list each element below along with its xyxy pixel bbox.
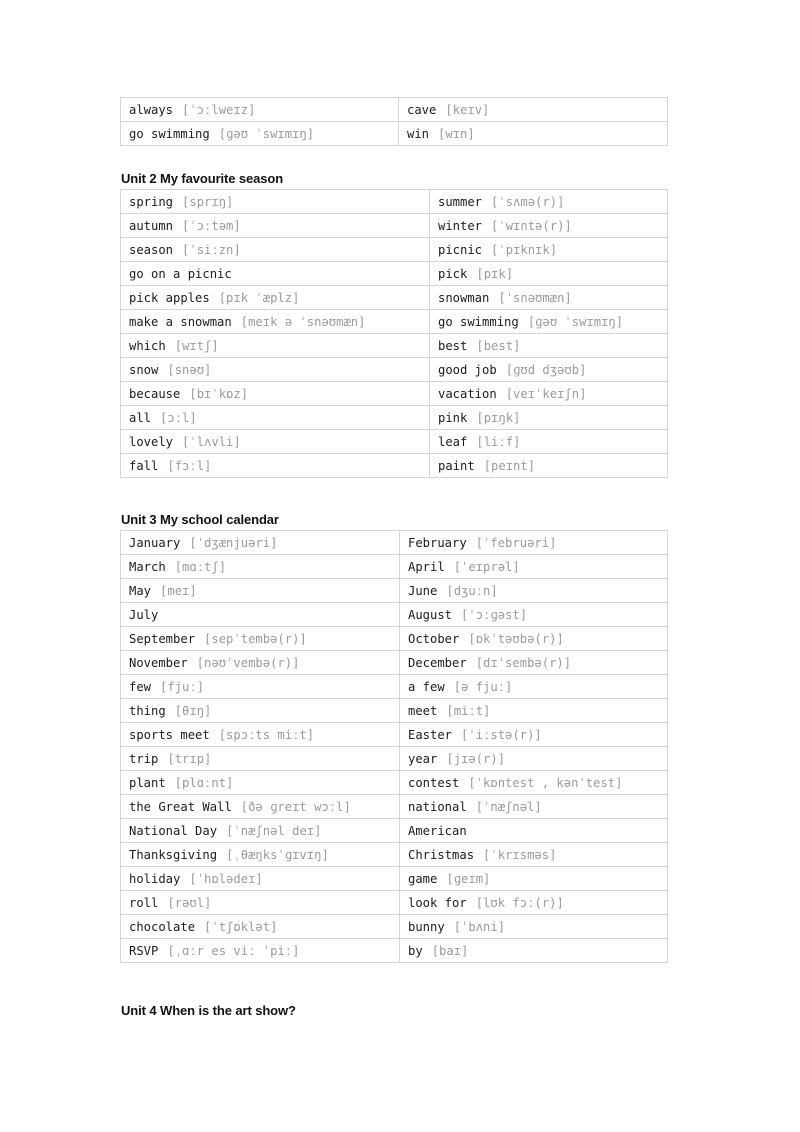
vocab-cell (400, 867, 668, 891)
vocab-phonetic: [ɡəʊ ˈswɪmɪŋ] (218, 126, 315, 141)
vocab-cell (121, 430, 430, 454)
vocab-phonetic: [plɑːnt] (174, 775, 234, 790)
vocab-phonetic: [nəʊˈvembə(r)] (196, 655, 300, 670)
vocab-word: chocolate (129, 919, 196, 934)
vocab-cell (121, 310, 430, 334)
vocab-cell (121, 579, 400, 603)
vocab-word: May (129, 583, 152, 598)
vocab-phonetic: [trɪp] (167, 751, 212, 766)
table-row (121, 843, 668, 867)
vocab-word: good job (438, 362, 497, 377)
table-row (121, 675, 668, 699)
vocab-phonetic: [ˈsiːzn] (182, 242, 241, 257)
vocab-cell (400, 675, 668, 699)
table-row (121, 358, 668, 382)
vocab-phonetic: [ˈkɒntest , kənˈtest] (468, 775, 623, 790)
vocab-word: year (408, 751, 438, 766)
vocab-cell (430, 334, 668, 358)
vocab-word: look for (408, 895, 467, 910)
vocab-word: autumn (129, 218, 174, 233)
vocab-cell (121, 98, 399, 122)
vocab-phonetic: [meɪk ə ˈsnəʊmæn] (240, 314, 366, 329)
vocab-word: picnic (438, 242, 483, 257)
vocab-cell (430, 286, 668, 310)
vocab-word: July (129, 607, 159, 622)
vocab-table-unit2 (120, 189, 668, 478)
vocab-phonetic: [dʒuːn] (446, 583, 498, 598)
vocab-phonetic: [lʊk fɔː(r)] (475, 895, 564, 910)
vocab-word: January (129, 535, 181, 550)
vocab-phonetic: [ˈlʌvli] (182, 434, 241, 449)
vocab-cell (399, 98, 668, 122)
vocab-cell (400, 939, 668, 963)
vocab-cell (400, 915, 668, 939)
table-row (121, 939, 668, 963)
vocab-word: vacation (438, 386, 497, 401)
vocab-word: pink (438, 410, 468, 425)
vocab-word: October (408, 631, 460, 646)
vocab-word: snowman (438, 290, 490, 305)
vocab-word: pick (438, 266, 468, 281)
table-row (121, 795, 668, 819)
vocab-phonetic: [ˈdʒænjuəri] (189, 535, 278, 550)
vocab-phonetic: [ˈsnəʊmæn] (498, 290, 572, 305)
vocab-cell (399, 122, 668, 146)
vocab-phonetic: [ˌɑːr es viː ˈpiː] (167, 943, 300, 958)
table-row (121, 603, 668, 627)
vocab-phonetic: [ˌθæŋksˈɡɪvɪŋ] (226, 847, 329, 862)
vocab-phonetic: [pɪŋk] (476, 410, 521, 425)
table-row (121, 406, 668, 430)
table-row (121, 262, 668, 286)
vocab-phonetic: [θɪŋ] (174, 703, 212, 718)
vocab-cell (121, 891, 400, 915)
table-row (121, 915, 668, 939)
vocab-cell (400, 627, 668, 651)
vocab-cell (400, 723, 668, 747)
vocab-cell (430, 358, 668, 382)
vocab-cell (121, 915, 400, 939)
vocab-word: bunny (408, 919, 445, 934)
vocab-word: go swimming (129, 126, 210, 141)
vocab-phonetic: [meɪ] (160, 583, 197, 598)
vocab-word: spring (129, 194, 174, 209)
table-row (121, 699, 668, 723)
vocab-word: fall (129, 458, 159, 473)
vocab-cell (121, 939, 400, 963)
vocab-phonetic: [ˈeɪprəl] (453, 559, 520, 574)
vocab-phonetic: [rəʊl] (167, 895, 212, 910)
vocab-phonetic: [ˈkrɪsməs] (483, 847, 557, 862)
table-row (121, 555, 668, 579)
vocab-cell (121, 454, 430, 478)
vocab-cell (400, 699, 668, 723)
vocab-phonetic: [ɡʊd dʒəʊb] (505, 362, 587, 377)
vocab-word: a few (408, 679, 445, 694)
unit4-heading: Unit 4 When is the art show? (121, 1003, 296, 1018)
vocab-cell (121, 286, 430, 310)
vocab-word: few (129, 679, 152, 694)
vocab-cell (121, 723, 400, 747)
vocab-phonetic: [ˈhɒlədeɪ] (189, 871, 263, 886)
table-row (121, 651, 668, 675)
vocab-word: pick apples (129, 290, 210, 305)
vocab-phonetic: [ə fjuː] (453, 679, 513, 694)
vocab-phonetic: [dɪˈsembə(r)] (475, 655, 572, 670)
vocab-cell (400, 531, 668, 555)
vocab-word: December (408, 655, 467, 670)
vocab-cell (121, 843, 400, 867)
vocab-cell (121, 238, 430, 262)
vocab-word: April (408, 559, 445, 574)
vocab-phonetic: [veɪˈkeɪʃn] (505, 386, 587, 401)
vocab-phonetic: [sepˈtembə(r)] (204, 631, 307, 646)
vocab-word: snow (129, 362, 159, 377)
vocab-word: National Day (129, 823, 218, 838)
vocab-phonetic: [pɪk ˈæplz] (218, 290, 300, 305)
vocab-word: go on a picnic (129, 266, 232, 281)
vocab-word: meet (408, 703, 438, 718)
vocab-cell (121, 262, 430, 286)
vocab-cell (121, 555, 400, 579)
vocab-phonetic: [ˈɔːlweɪz] (182, 102, 256, 117)
vocab-phonetic: [baɪ] (431, 943, 469, 958)
vocab-cell (121, 771, 400, 795)
vocab-cell (121, 795, 400, 819)
vocab-phonetic: [ˈbʌni] (453, 919, 506, 934)
vocab-cell (430, 382, 668, 406)
vocab-cell (430, 430, 668, 454)
vocab-word: summer (438, 194, 483, 209)
vocab-word: Christmas (408, 847, 475, 862)
vocab-cell (430, 406, 668, 430)
table-row (121, 627, 668, 651)
vocab-cell (121, 531, 400, 555)
table-row (121, 334, 668, 358)
vocab-word: make a snowman (129, 314, 232, 329)
table-row (121, 454, 668, 478)
table-row (121, 771, 668, 795)
vocab-cell (121, 122, 399, 146)
vocab-cell (121, 190, 430, 214)
vocab-cell (121, 675, 400, 699)
vocab-cell (400, 771, 668, 795)
vocab-word: RSVP (129, 943, 159, 958)
table-row (121, 579, 668, 603)
vocab-table-unit3 (120, 530, 668, 963)
vocab-phonetic: [ˈsʌmə(r)] (491, 194, 565, 209)
table-row (121, 190, 668, 214)
table-row (121, 98, 668, 122)
vocab-word: roll (129, 895, 159, 910)
vocab-word: trip (129, 751, 159, 766)
vocab-word: best (438, 338, 468, 353)
vocab-phonetic: [spɔːts miːt] (218, 727, 315, 742)
table-row (121, 891, 668, 915)
vocab-phonetic: [ˈnæʃnəl deɪ] (226, 823, 322, 838)
vocab-cell (121, 699, 400, 723)
vocab-phonetic: [ɔːl] (160, 410, 197, 425)
vocab-word: June (408, 583, 438, 598)
vocab-cell (121, 747, 400, 771)
vocab-cell (121, 382, 430, 406)
table-row (121, 531, 668, 555)
table-row (121, 867, 668, 891)
vocab-word: thing (129, 703, 166, 718)
vocab-phonetic: [bɪˈkɒz] (189, 386, 249, 401)
table-row (121, 310, 668, 334)
vocab-phonetic: [ˈiːstə(r)] (461, 727, 542, 742)
vocab-word: American (408, 823, 467, 838)
vocab-cell (400, 843, 668, 867)
unit2-heading: Unit 2 My favourite season (121, 171, 284, 186)
vocab-word: Easter (408, 727, 453, 742)
vocab-cell (400, 795, 668, 819)
table-row (121, 747, 668, 771)
vocab-word: because (129, 386, 181, 401)
vocab-phonetic: [mɑːtʃ] (174, 559, 227, 574)
vocab-cell (430, 262, 668, 286)
vocab-cell (400, 555, 668, 579)
vocab-phonetic: [ɒkˈtəʊbə(r)] (468, 631, 564, 646)
vocab-word: paint (438, 458, 475, 473)
vocab-phonetic: [ɡeɪm] (446, 871, 491, 886)
vocab-cell (121, 406, 430, 430)
table-row (121, 122, 668, 146)
vocab-phonetic: [ɡəʊ ˈswɪmɪŋ] (527, 314, 624, 329)
vocab-word: all (129, 410, 152, 425)
vocab-cell (400, 651, 668, 675)
vocab-word: go swimming (438, 314, 519, 329)
vocab-cell (400, 603, 668, 627)
vocab-phonetic: [snəʊ] (167, 362, 212, 377)
vocab-word: March (129, 559, 166, 574)
vocab-cell (121, 627, 400, 651)
vocab-phonetic: [ˈɔːtəm] (182, 218, 241, 233)
vocab-word: February (408, 535, 467, 550)
vocab-cell (400, 747, 668, 771)
vocab-phonetic: [ˈɔːɡəst] (461, 607, 528, 622)
vocab-phonetic: [ˈtʃɒklət] (204, 919, 278, 934)
vocab-phonetic: [wɪn] (438, 126, 475, 141)
table-row (121, 430, 668, 454)
vocab-phonetic: [ˈfebruəri] (475, 535, 557, 550)
vocab-phonetic: [sprɪŋ] (182, 194, 234, 209)
vocab-word: game (408, 871, 438, 886)
vocab-word: win (407, 126, 430, 141)
vocab-cell (121, 867, 400, 891)
unit3-heading: Unit 3 My school calendar (121, 512, 279, 527)
vocab-cell (121, 214, 430, 238)
vocab-cell (400, 579, 668, 603)
vocab-cell (121, 651, 400, 675)
vocab-phonetic: [fjuː] (160, 679, 205, 694)
vocab-word: by (408, 943, 423, 958)
vocab-cell (121, 358, 430, 382)
vocab-phonetic: [peɪnt] (483, 458, 536, 473)
vocab-cell (430, 310, 668, 334)
vocab-cell (430, 214, 668, 238)
table-row (121, 382, 668, 406)
vocab-word: national (408, 799, 467, 814)
vocab-cell (121, 603, 400, 627)
vocab-phonetic: [keɪv] (445, 102, 490, 117)
vocab-phonetic: [jɪə(r)] (446, 751, 506, 766)
vocab-cell (400, 819, 668, 843)
vocab-phonetic: [liːf] (476, 434, 521, 449)
vocab-word: always (129, 102, 174, 117)
vocab-phonetic: [ˈwɪntə(r)] (491, 218, 572, 233)
table-row (121, 238, 668, 262)
vocab-word: cave (407, 102, 437, 117)
vocab-word: lovely (129, 434, 174, 449)
vocab-cell (400, 891, 668, 915)
vocab-word: winter (438, 218, 483, 233)
vocab-phonetic: [pɪk] (476, 266, 514, 281)
vocab-word: September (129, 631, 196, 646)
table-row (121, 723, 668, 747)
vocab-word: Thanksgiving (129, 847, 218, 862)
vocab-word: sports meet (129, 727, 210, 742)
table-row (121, 286, 668, 310)
vocab-phonetic: [best] (476, 338, 521, 353)
vocab-word: August (408, 607, 453, 622)
vocab-phonetic: [ˈpɪknɪk] (491, 242, 558, 257)
vocab-cell (121, 819, 400, 843)
vocab-word: the Great Wall (129, 799, 232, 814)
vocab-cell (121, 334, 430, 358)
vocab-word: leaf (438, 434, 468, 449)
vocab-cell (430, 454, 668, 478)
table-row (121, 214, 668, 238)
vocab-phonetic: [ˈnæʃnəl] (475, 799, 542, 814)
vocab-phonetic: [miːt] (446, 703, 491, 718)
vocab-phonetic: [ðə ɡreɪt wɔːl] (240, 799, 351, 814)
table-row (121, 819, 668, 843)
vocab-word: which (129, 338, 166, 353)
vocab-word: contest (408, 775, 460, 790)
vocab-word: holiday (129, 871, 181, 886)
vocab-table-unit1-tail (120, 97, 668, 146)
vocab-cell (430, 190, 668, 214)
vocab-phonetic: [wɪtʃ] (174, 338, 219, 353)
vocab-word: plant (129, 775, 166, 790)
vocab-phonetic: [fɔːl] (167, 458, 212, 473)
vocab-word: November (129, 655, 188, 670)
vocab-word: season (129, 242, 174, 257)
vocab-cell (430, 238, 668, 262)
